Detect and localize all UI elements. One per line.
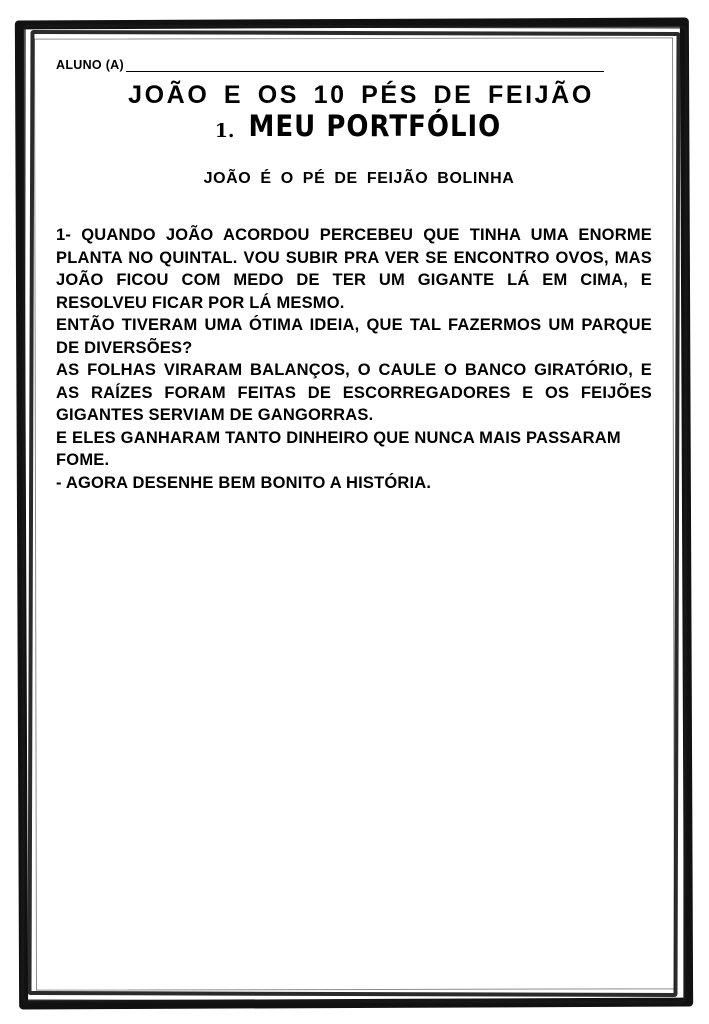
story-paragraph: E ELES GANHARAM TANTO DINHEIRO QUE NUNCA MAIS PASSARAM FOME.	[56, 428, 621, 469]
drawing-area[interactable]	[56, 618, 652, 958]
story-paragraph: 1- QUANDO JOÃO ACORDOU PERCEBEU QUE TINHA UMA ENORME PLANTA NO QUINTAL. VOU SUBIR PRA VER SE ENCONTRO OVOS, MAS JOÃO FICOU COM MEDO DE TER UM GIGANTE LÁ EM CIMA, E RESOLVEU FICAR POR LÁ MESMO.	[56, 226, 652, 312]
drawing-instruction: - AGORA DESENHE BEM BONITO A HISTÓRIA.	[56, 473, 432, 492]
story-paragraph: ENTÃO TIVERAM UMA ÓTIMA IDEIA, QUE TAL FAZERMOS UM PARQUE DE DIVERSÕES?	[56, 316, 652, 357]
student-name-writing-line[interactable]	[126, 60, 604, 72]
section-number: 1.	[214, 120, 235, 142]
section-heading	[56, 110, 656, 144]
story-subtitle: JOÃO É O PÉ DE FEIJÃO BOLINHA	[203, 170, 515, 187]
student-name-field[interactable]	[56, 58, 604, 72]
story-paragraph: AS FOLHAS VIRARAM BALANÇOS, O CAULE O BANCO GIRATÓRIO, E AS RAÍZES FORAM FEITAS DE ESCORREGADORES E OS FEIJÕES GIGANTES SERVIAM DE GANGORRAS.	[56, 361, 652, 424]
student-name-label: ALUNO (A)	[56, 58, 124, 72]
story-body	[56, 224, 652, 494]
section-title: MEU PORTFÓLIO	[248, 110, 502, 144]
page-title: JOÃO E OS 10 PÉS DE FEIJÃO	[128, 81, 594, 109]
worksheet-content	[56, 58, 656, 968]
